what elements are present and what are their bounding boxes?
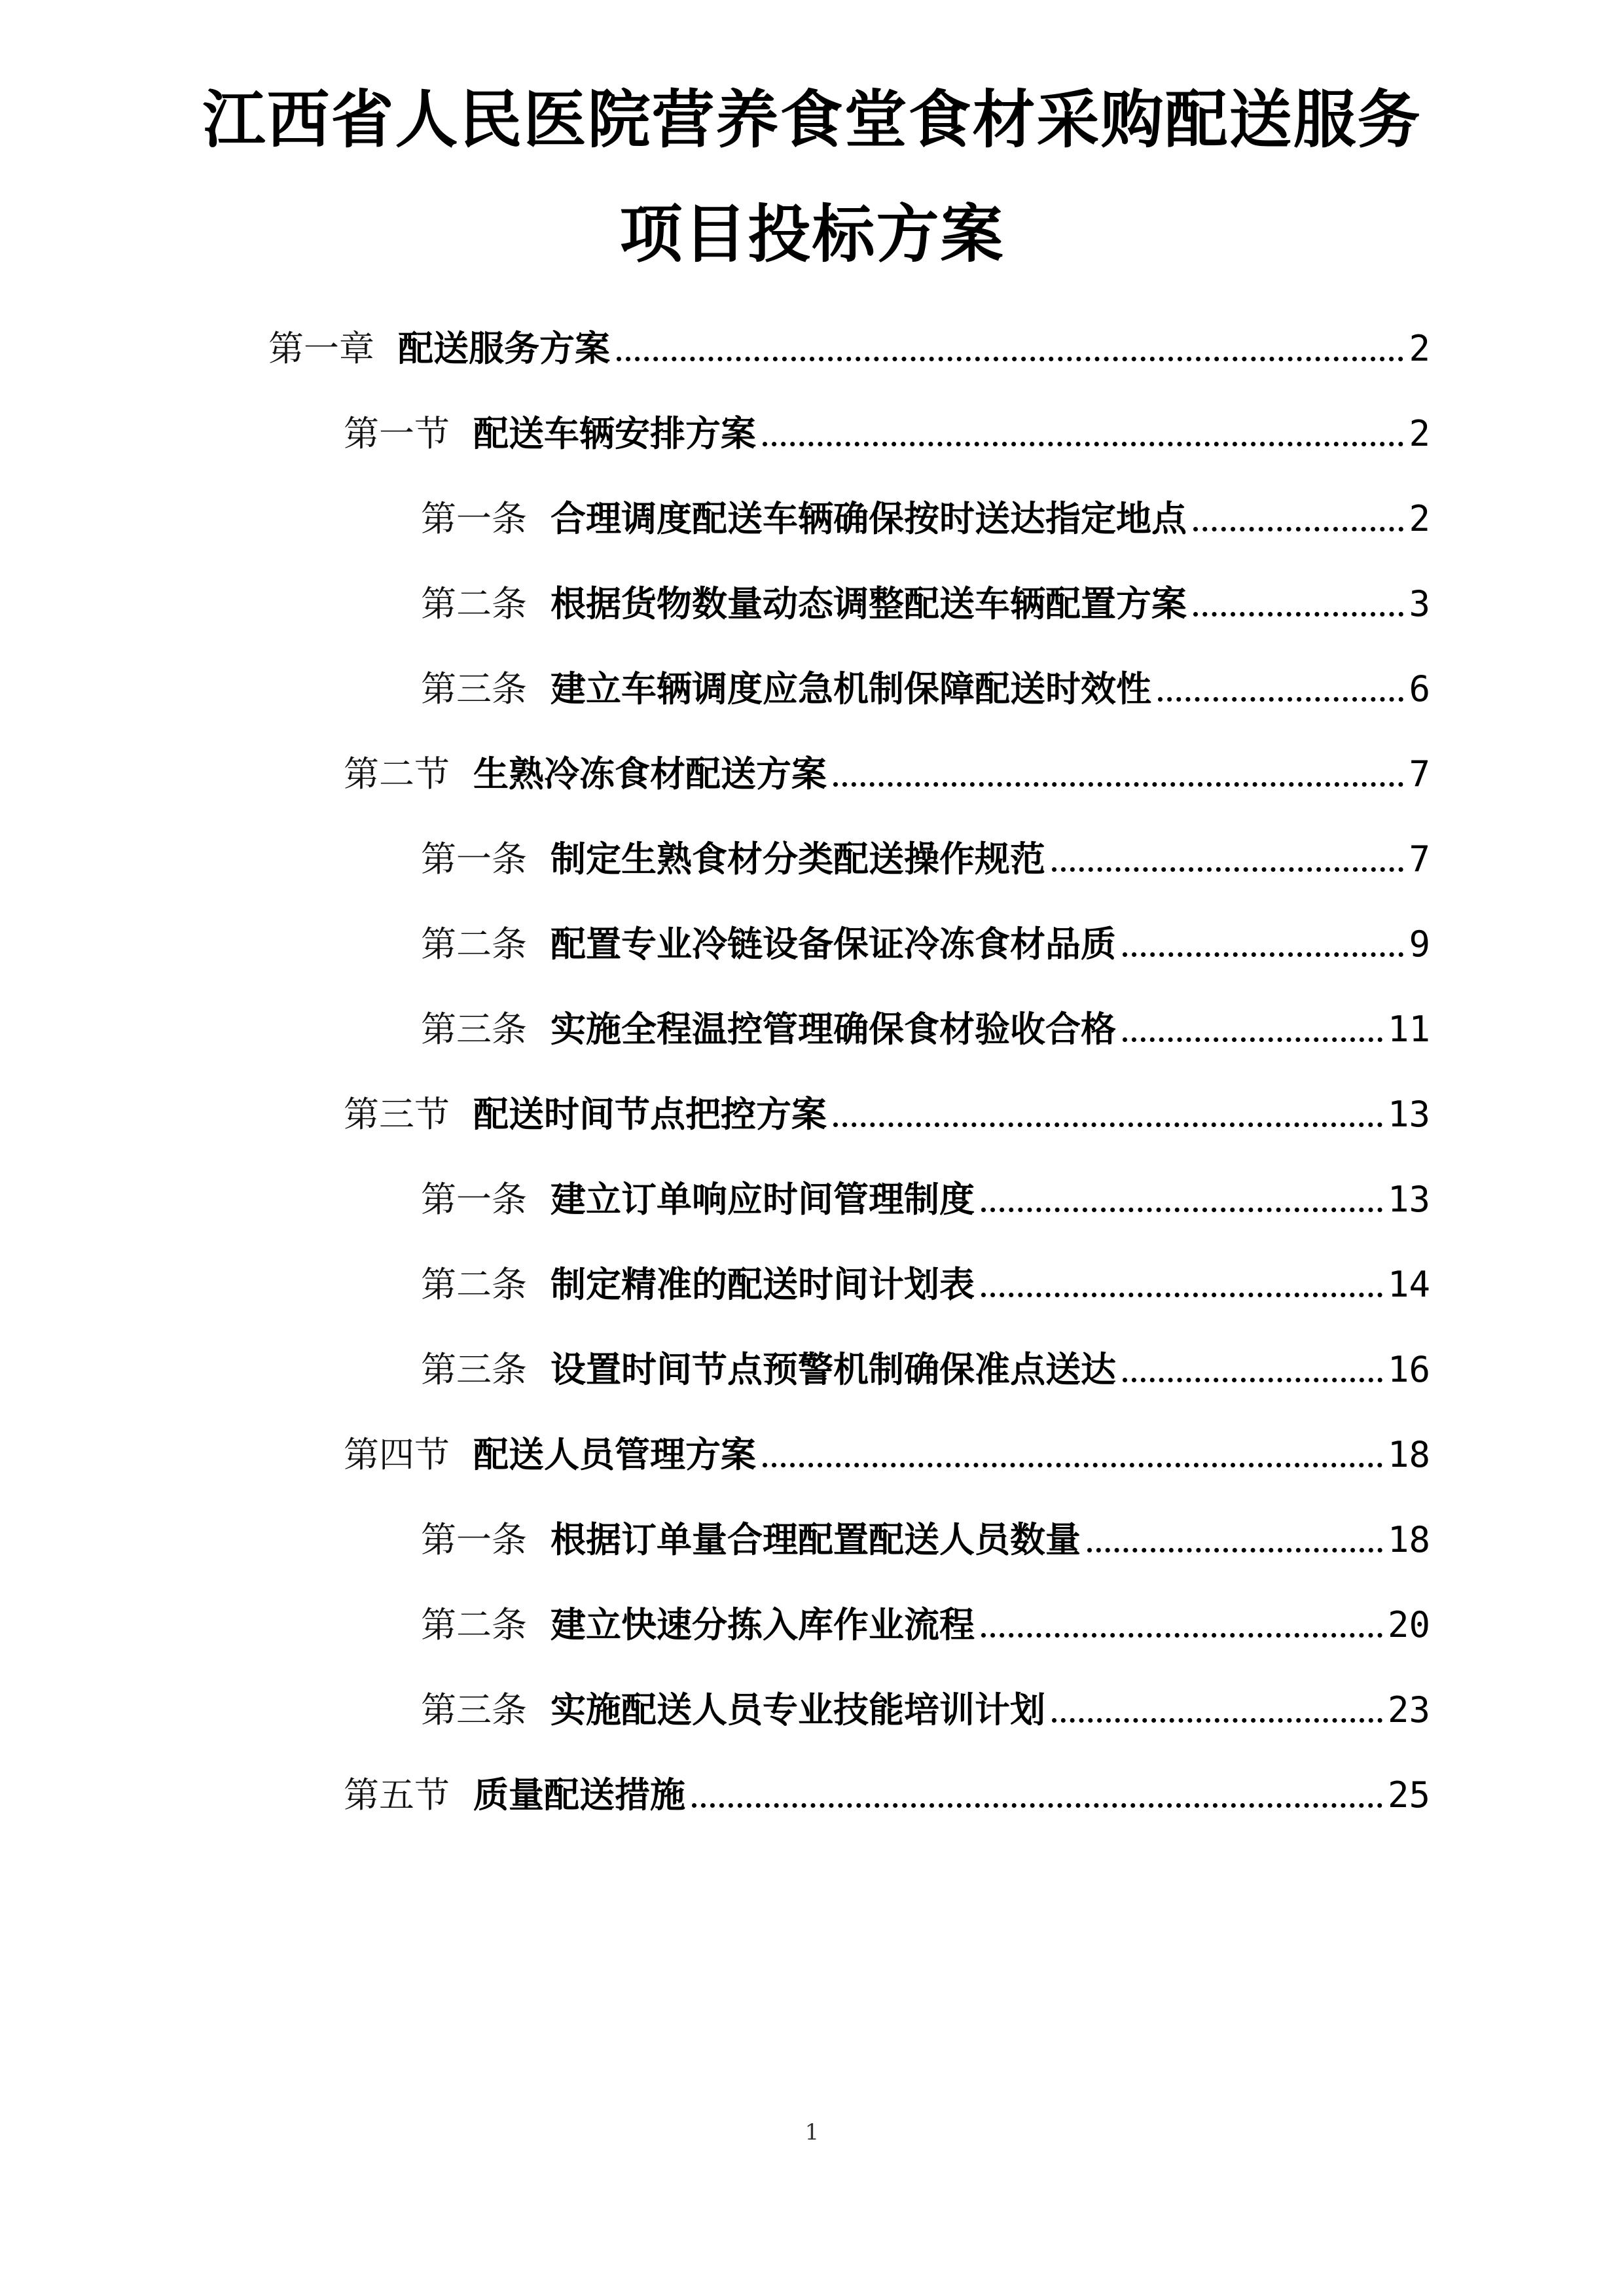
toc-entry-page-number: 18 — [1387, 1519, 1430, 1558]
toc-entry-number: 第一条 — [421, 1179, 527, 1217]
toc-dot-leader — [1193, 527, 1403, 531]
toc-entry-page-number: 16 — [1387, 1349, 1430, 1388]
toc-dot-leader — [981, 1208, 1382, 1212]
toc-entry-heading: 实施全程温控管理确保食材验收合格 — [550, 1009, 1116, 1047]
toc-entry-level-3[interactable] — [421, 1250, 1430, 1302]
toc-entry-heading: 质量配送措施 — [473, 1774, 685, 1813]
toc-entry-level-3[interactable] — [421, 655, 1430, 707]
page-number: 1 — [804, 2119, 820, 2145]
toc-dot-leader — [1052, 867, 1403, 872]
toc-entry-number: 第二条 — [421, 1264, 527, 1302]
toc-entry-page-number: 13 — [1387, 1094, 1430, 1132]
toc-entry-number: 第一条 — [421, 1519, 527, 1558]
toc-entry-number: 第三条 — [421, 1009, 527, 1047]
toc-entry-number: 第一条 — [421, 838, 527, 877]
toc-entry-heading: 制定精准的配送时间计划表 — [550, 1264, 975, 1302]
toc-entry-page-number: 25 — [1387, 1774, 1430, 1813]
toc-entry-page-number: 2 — [1409, 413, 1430, 452]
toc-dot-leader — [1087, 1548, 1382, 1552]
toc-entry-heading: 根据货物数量动态调整配送车辆配置方案 — [550, 583, 1187, 622]
toc-entry-page-number: 18 — [1387, 1434, 1430, 1473]
toc-entry-heading: 生熟冷冻食材配送方案 — [473, 753, 827, 792]
toc-entry-page-number: 6 — [1409, 668, 1430, 707]
toc-dot-leader — [763, 442, 1403, 446]
toc-entry-level-3[interactable] — [421, 569, 1430, 622]
toc-entry-page-number: 2 — [1409, 498, 1430, 537]
toc-entry-heading: 配送人员管理方案 — [473, 1434, 756, 1473]
document-title-line-2: 项目投标方案 — [619, 198, 1005, 271]
toc-dot-leader — [1123, 1037, 1382, 1042]
toc-entry-level-3[interactable] — [421, 1676, 1430, 1728]
toc-entry-page-number: 7 — [1409, 838, 1430, 877]
toc-entry-level-2[interactable] — [344, 1080, 1430, 1132]
document-title-line-1: 江西省人民医院营养食堂食材采购配送服务 — [202, 83, 1422, 156]
toc-dot-leader — [1123, 952, 1403, 957]
toc-entry-level-1[interactable] — [268, 314, 1430, 367]
toc-entry-heading: 配送时间节点把控方案 — [473, 1094, 827, 1132]
toc-entry-page-number: 3 — [1409, 583, 1430, 622]
toc-dot-leader — [692, 1803, 1382, 1808]
toc-entry-heading: 根据订单量合理配置配送人员数量 — [550, 1519, 1081, 1558]
toc-entry-level-3[interactable] — [421, 1590, 1430, 1643]
toc-entry-page-number: 11 — [1387, 1009, 1430, 1047]
toc-entry-heading: 建立车辆调度应急机制保障配送时效性 — [550, 668, 1151, 707]
toc-entry-level-3[interactable] — [421, 995, 1430, 1047]
toc-entry-number: 第五节 — [344, 1774, 450, 1813]
toc-dot-leader — [763, 1463, 1382, 1467]
toc-dot-leader — [1123, 1378, 1382, 1382]
toc-dot-leader — [1158, 697, 1403, 702]
toc-entry-heading: 设置时间节点预警机制确保准点送达 — [550, 1349, 1116, 1388]
toc-entry-level-2[interactable] — [344, 1761, 1430, 1813]
toc-entry-number: 第三节 — [344, 1094, 450, 1132]
toc-entry-page-number: 23 — [1387, 1689, 1430, 1728]
toc-entry-heading: 建立快速分拣入库作业流程 — [550, 1604, 975, 1643]
toc-entry-heading: 制定生熟食材分类配送操作规范 — [550, 838, 1045, 877]
toc-entry-number: 第三条 — [421, 668, 527, 707]
toc-entry-heading: 配置专业冷链设备保证冷冻食材品质 — [550, 924, 1116, 962]
toc-entry-page-number: 13 — [1387, 1179, 1430, 1217]
toc-entry-level-3[interactable] — [421, 910, 1430, 962]
toc-entry-level-3[interactable] — [421, 1335, 1430, 1388]
toc-entry-level-3[interactable] — [421, 1165, 1430, 1217]
toc-entry-heading: 配送服务方案 — [398, 328, 610, 367]
toc-dot-leader — [833, 782, 1403, 787]
toc-entry-level-3[interactable] — [421, 1505, 1430, 1558]
toc-entry-number: 第一章 — [268, 328, 374, 367]
toc-entry-heading: 合理调度配送车辆确保按时送达指定地点 — [550, 498, 1187, 537]
toc-dot-leader — [1052, 1718, 1382, 1723]
toc-entry-heading: 实施配送人员专业技能培训计划 — [550, 1689, 1045, 1728]
toc-entry-page-number: 20 — [1387, 1604, 1430, 1643]
toc-entry-number: 第二条 — [421, 1604, 527, 1643]
toc-entry-page-number: 9 — [1409, 924, 1430, 962]
toc-entry-number: 第三条 — [421, 1349, 527, 1388]
toc-entry-level-3[interactable] — [421, 825, 1430, 877]
toc-entry-level-2[interactable] — [344, 740, 1430, 792]
toc-entry-level-2[interactable] — [344, 399, 1430, 452]
toc-entry-number: 第三条 — [421, 1689, 527, 1728]
toc-dot-leader — [1193, 612, 1403, 617]
toc-entry-number: 第二条 — [421, 583, 527, 622]
toc-dot-leader — [981, 1633, 1382, 1638]
toc-entry-number: 第一条 — [421, 498, 527, 537]
toc-entry-number: 第一节 — [344, 413, 450, 452]
toc-entry-heading: 建立订单响应时间管理制度 — [550, 1179, 975, 1217]
toc-entry-page-number: 2 — [1409, 328, 1430, 367]
toc-dot-leader — [617, 357, 1403, 361]
toc-entry-page-number: 7 — [1409, 753, 1430, 792]
toc-dot-leader — [833, 1122, 1382, 1127]
toc-entry-number: 第二节 — [344, 753, 450, 792]
toc-entry-page-number: 14 — [1387, 1264, 1430, 1302]
toc-entry-number: 第四节 — [344, 1434, 450, 1473]
toc-entry-number: 第二条 — [421, 924, 527, 962]
toc-entry-level-3[interactable] — [421, 484, 1430, 537]
toc-entry-level-2[interactable] — [344, 1420, 1430, 1473]
toc-entry-heading: 配送车辆安排方案 — [473, 413, 756, 452]
toc-dot-leader — [981, 1293, 1382, 1297]
